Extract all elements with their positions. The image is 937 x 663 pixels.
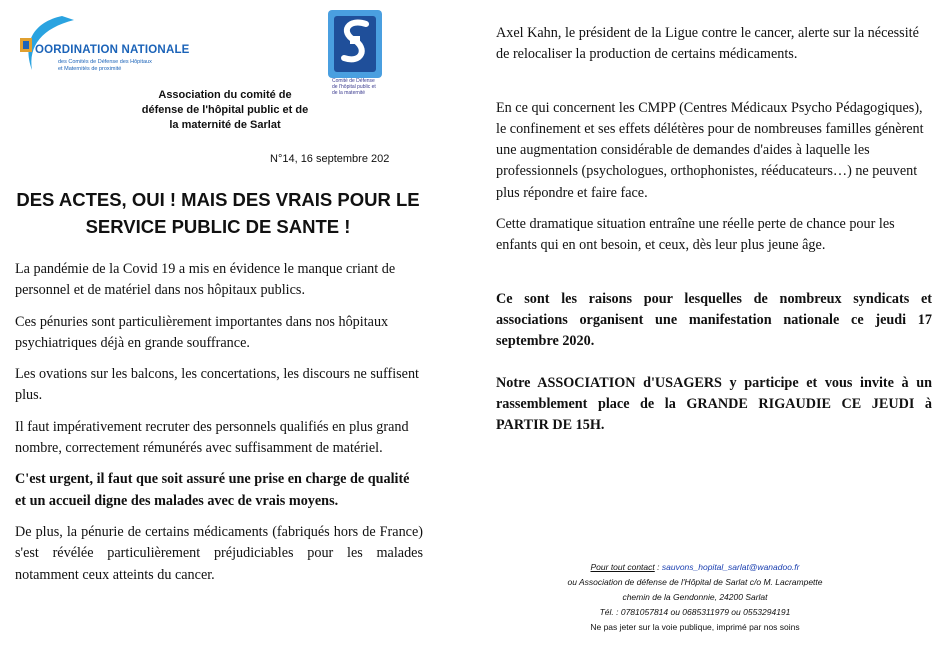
contact-address: ou Association de défense de l'Hôpital de Sarlat c/o M. Lacrampette bbox=[567, 577, 823, 587]
paragraph-emphasis: C'est urgent, il faut que soit assuré une prise en charge de qualité et un accueil digne des malades avec de vrais moyens. bbox=[15, 471, 410, 509]
left-column bbox=[15, 259, 423, 586]
cds-caption: Comité de Défense de l'hôpital public et de la maternité bbox=[332, 78, 376, 96]
coordination-title: OORDINATION NATIONALE bbox=[35, 44, 190, 56]
right-column bbox=[496, 23, 932, 436]
paragraph: En ce qui concernent les CMPP (Centres Médicaux Psycho Pédagogiques), le confinement et ses effets délétères pour de nombreuses familles génèrent une augmentation considérable de demandes d'aides à laquelle les professionnels (psychologues, orthophonistes, rééducateurs…) ne peuvent plus répondre et faire face. bbox=[496, 99, 924, 201]
paragraph: De plus, la pénurie de certains médicaments (fabriqués hors de France) s'est révélée particulièrement préjudiciables pour les malades notamment ceux atteints du cancer. bbox=[15, 523, 423, 583]
paragraph-emphasis: Notre ASSOCIATION d'USAGERS y participe et vous invite à un rassemblement place de la GRANDE RIGAUDIE CE JEUDI à PARTIR DE 15H. bbox=[496, 374, 932, 434]
paragraph: Il faut impérativement recruter des personnels qualifiés en plus grand nombre, correctement rémunérés avec suffisamment de matériel. bbox=[15, 418, 409, 457]
paragraph: Cette dramatique situation entraîne une réelle perte de chance pour les enfants qui en ont besoin, et ceux, dès leur plus jeune âge. bbox=[496, 216, 895, 254]
paragraph: Ces pénuries sont particulièrement importantes dans nos hôpitaux psychiatriques déjà en grande souffrance. bbox=[15, 313, 389, 351]
contact-email-link[interactable]: sauvons_hopital_sarlat@wanadoo.fr bbox=[661, 562, 800, 572]
contact-block: Pour tout contact : sauvons_hopital_sarlat@wanadoo.fr ou Association de défense de l'Hôpital de Sarlat c/o M. Lacrampette chemin de la Gendonnie, 24200 Sarlat Tél. : 0781057814 ou 0685311979 ou 0553294191 Ne pas jeter sur la voie publique, imprimé par nos soins bbox=[540, 560, 850, 635]
contact-phone: Tél. : 0781057814 ou 0685311979 ou 0553294191 bbox=[599, 607, 791, 617]
contact-street: chemin de la Gendonnie, 24200 Sarlat bbox=[622, 592, 768, 602]
paragraph: La pandémie de la Covid 19 a mis en évidence le manque criant de personnel et de matériel dans nos hôpitaux publics. bbox=[15, 261, 396, 299]
issue-number: N°14, 16 septembre 202 bbox=[270, 153, 390, 165]
print-notice: Ne pas jeter sur la voie publique, imprimé par nos soins bbox=[590, 622, 800, 632]
paragraph: Axel Kahn, le président de la Ligue contre le cancer, alerte sur la nécessité de relocaliser la production de certains médicaments. bbox=[496, 25, 919, 63]
coordination-subtitle: des Comités de Défense des Hôpitaux et Maternités de proximité bbox=[58, 59, 152, 72]
association-name: Association du comité de défense de l'hôpital public et de la maternité de Sarlat bbox=[141, 89, 309, 131]
contact-label: Pour tout contact bbox=[590, 562, 655, 572]
headline: DES ACTES, OUI ! MAIS DES VRAIS POUR LE SERVICE PUBLIC DE SANTE ! bbox=[16, 189, 420, 237]
paragraph: Les ovations sur les balcons, les concertations, les discours ne suffisent plus. bbox=[15, 366, 419, 404]
paragraph-emphasis: Ce sont les raisons pour lesquelles de nombreux syndicats et associations organisent une manifestation nationale ce jeudi 17 septembre 2020. bbox=[496, 290, 932, 350]
